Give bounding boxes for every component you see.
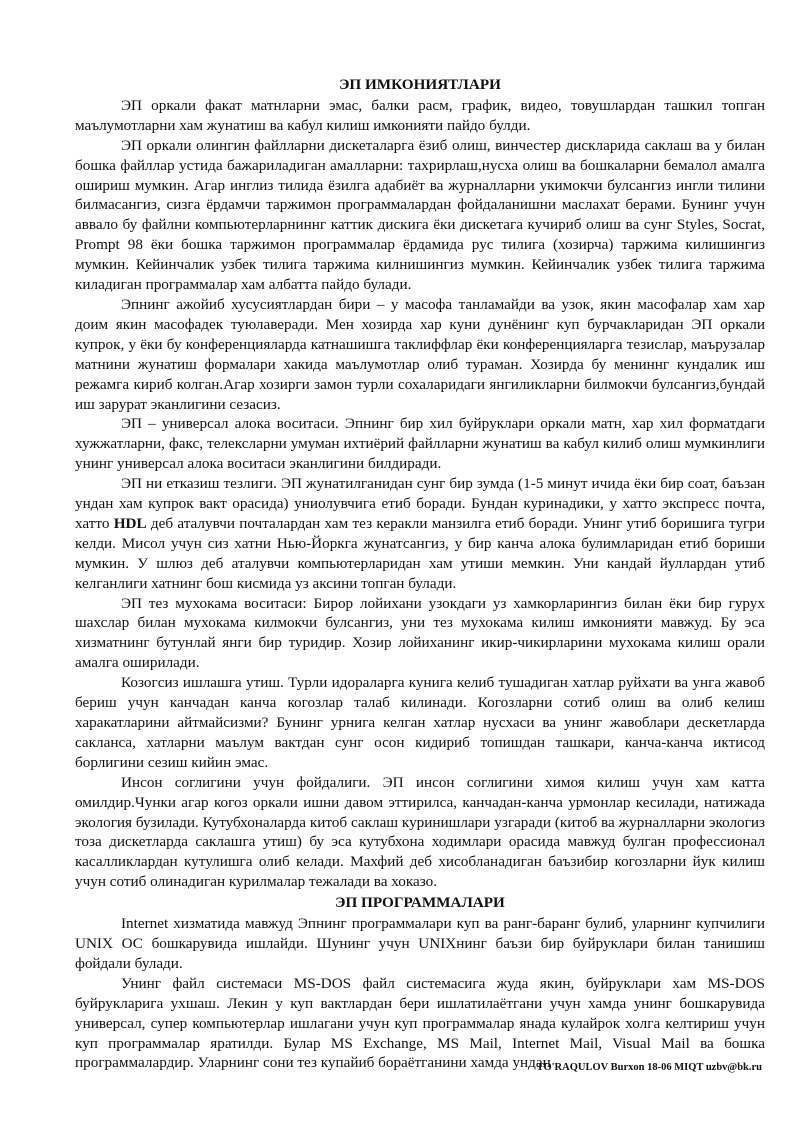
document-page	[75, 75, 765, 1073]
page-footer: TO'RAQULOV Burxon 18-06 MIQT uzbv@bk.ru	[536, 1062, 762, 1073]
paragraph: ЭП – универсал алока воситаси. Эпнинг бир хил буйруклари оркали матн, хар хил форматдаги хужжатларни, факс, телексларни умуман ихтиёрий файлларни жунатиш ва кабул килиб олиш мумкинлиги унинг универсал алока воситаси эканлигини билдиради.	[75, 415, 765, 473]
paragraph-speed-part1: ЭП ни етказиш тезлиги. ЭП жунатилганидан сунг бир зумда (1-5 минут ичида ёки бир соат, баъзан ундан хам купрок вакт орасида) униолувчига етиб боради. Бундан куринадики, у хатто экспресс почта, хатто	[75, 475, 765, 532]
paragraph: Козогсиз ишлашга утиш. Турли идораларга кунига келиб тушадиган хатлар руйхати ва унга жавоб бериш учун канчадан канча когозлар талаб килинади. Когозларни сотиб олиш ва олиб келиш харакатларини айтмайсизми? Бунинг урнига келган хатлар нусхаси ва унинг жавоблари дескетларда сакланса, хатларни маълум вактдан сунг осон кидириб топишдан ташкари, канча-канча иктисод борлигини сезиш кийин эмас.	[75, 674, 765, 771]
paragraph-speed-part2: деб аталувчи почталардан хам тез керакли манзилга етиб боради. Унинг утиб боришига тугри келди. Мисол учун сиз хатни Нью-Йоркга жунатсангиз, у бир канча алока булимларидан етиб бориши мумкин. У шлюз деб аталувчи компьютерларидан хам утиши мемкин. Уни кандай йуллардан утиб келганлиги хатнинг бош кисмида уз аксини топган булади.	[75, 514, 765, 592]
paragraph-speed	[75, 474, 765, 593]
hdl-term: HDL	[113, 514, 147, 532]
paragraph: ЭП оркали факат матнларни эмас, балки расм, график, видео, товушлардан ташкил топган маълумотларни хам жунатиш ва кабул килиш имконияти пайдо булди.	[75, 96, 765, 134]
paragraph: Internet хизматида мавжуд Эпнинг программалари куп ва ранг-баранг булиб, уларнинг купчилиги UNIX ОС бошкарувида ишлайди. Шунинг учун UNIXнинг баъзи бир буйруклари билан танишиш фойдали булади.	[75, 915, 765, 972]
paragraph: Инсон соглигини учун фойдалиги. ЭП инсон соглигини химоя килиш учун хам катта омилдир.Чунки агар когоз оркали ишни давом эттирилса, канчадан-канча урмонлар кесилади, натижада экология бузилади. Кутубхоналарда китоб саклаш куринишлари узгаради (китоб ва журналларни экологиз тоза дискетларда саклашга утиш) бу эса кутубхона ходимлари орасида мавжуд булган профессионал касалликлардан кутулишга олиб келади. Махфий деб хисобланадиган баъзибир когозларни йук килиш учун сотиб олинадиган курилмалар тежалади ва хоказо.	[75, 773, 765, 891]
section-heading-capabilities: ЭП ИМКОНИЯТЛАРИ	[339, 76, 501, 93]
paragraph: ЭП оркали олингин файлларни дискеталарга ёзиб олиш, винчестер дискларида саклаш ва у билан бошка файллар устида бажариладиган амалларни: тахрирлаш,нусха олиш ва бошкаларни бемалол амалга ошириш мумкин. Агар инглиз тилида ёзилга адабиёт ва журналларни укимокчи булсангиз ингли тилини билмасангиз, сизга ёрдамчи таржимон программалардан фойдаланишни маслахат берами. Бунинг учун аввало бу файлни компьютерларниннг каттик дискига ёки дискетага кучириб олиш ва сунг Styles, Socrat, Prompt 98 ёки бошка таржимон программалар ёрдамида рус тилига (хозирча) таржима килишингиз мумкин. Кейинчалик узбек тилига таржима килнишингиз мумкин. Кейинчалик узбек тилига таржима киладиган программалар хам албатта пайдо булади.	[75, 136, 765, 294]
paragraph: Унинг файл системаси MS-DOS файл системасига жуда якин, буйруклари хам MS-DOS буйрукларига ухшаш. Лекин у куп вактлардан бери ишлатилаётгани учун хамда унинг бошкарувида универсал, супер компьютерлар ишлагани учун куп программалар янада кулайрок холга келтириш учун куп программалар яратилди. Булар MS Exchange, MS Mail, Internet Mail, Visual Mail ва бошка программалардир. Уларнинг сони тез купайиб бораётганини хамда ундан	[75, 974, 765, 1072]
paragraph: Эпнинг ажойиб хусусиятлардан бири – у масофа танламайди ва узок, якин масофалар хам хар доим якин масофадек туюлаверади. Мен хозирда хар куни дунёнинг куп бурчакларидан ЭП оркали купрок, у ёки бу конференцияларда катнашишга таклиффлар ёки конференцияларга тезислар, маърузалар матнини жунатиш формалари хакида маълумотлар олиб тураман. Хозирда бу мениннг кундалик иш режамга кириб колган.Агар хозирги замон турли сохаларидаги янгиликларни билмокчи булсангиз,бундай иш зарурат эканлигини сезасиз.	[75, 295, 765, 413]
paragraph: ЭП тез мухокама воситаси: Бирор лойихани узокдаги уз хамкорларингиз билан ёки бир гурух шахслар билан мухокама килмокчи булсангиз, уни тез мухокама килиш имконияти мавжуд. Бу эса хизматнинг бутунлай янги бир туридир. Хозир лойиханинг икир-чикирларини мухокама килиш орали амалга оширилади.	[75, 594, 765, 672]
section-heading-programs: ЭП ПРОГРАММАЛАРИ	[335, 894, 505, 912]
